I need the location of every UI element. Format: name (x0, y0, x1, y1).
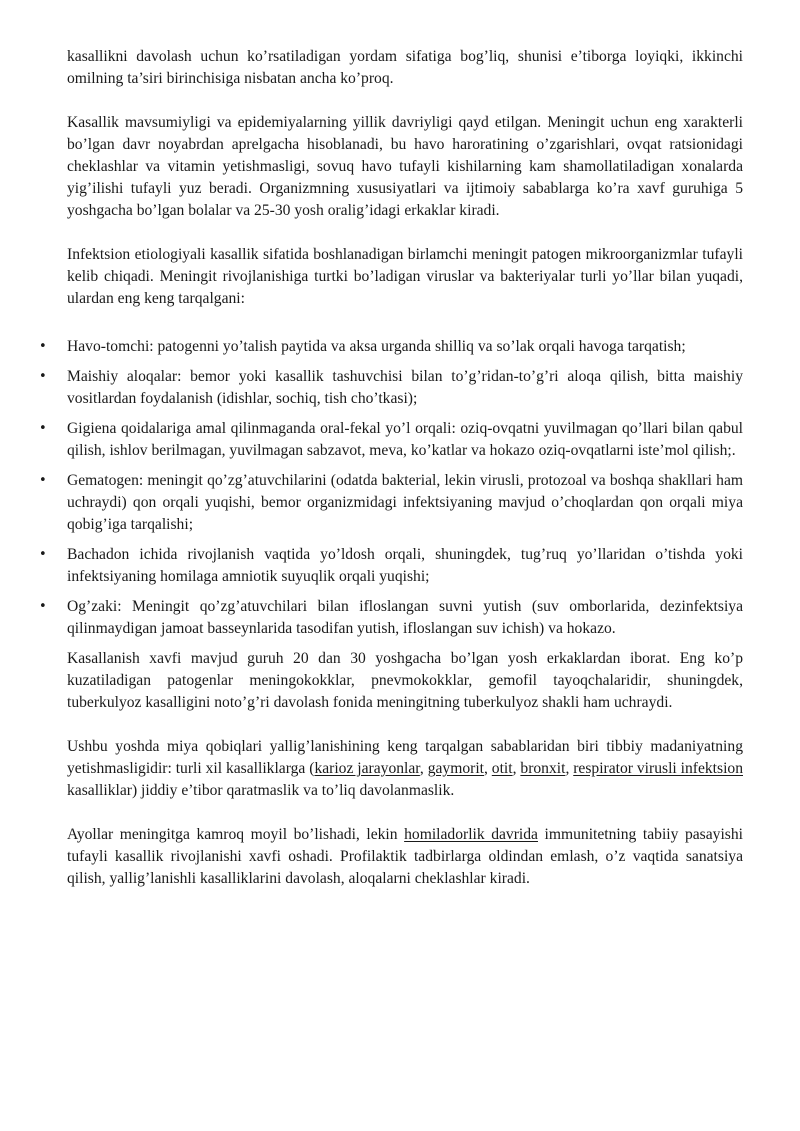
list-item-oral-fecal: • Gigiena qoidalariga amal qilinmaganda oral-fekal yo’l orqali: oziq-ovqatni yuvilmagan qo’llari bilan qabul qilish, ishlov berilmagan, yuvilmagan sabzavot, meva, ko’katlar va hokazo oziq-ovqatlarni iste’mol qilish;. (67, 418, 743, 462)
paragraph-women-prevention (67, 824, 743, 890)
link-karioz-jarayonlar[interactable]: karioz jarayonlar (314, 760, 420, 777)
link-gaymorit[interactable]: gaymorit (427, 760, 484, 777)
paragraph-text-end: immunitetning tabiiy pasayishi tufayli kasallik rivojlanishi xavfi oshadi. Profilaktik tadbirlarga oldindan emlash, o’z vaqtida sanatsiya qilish, yallig’lanishli kasalliklarini davolash, aloqalarni cheklashlar kiradi. (67, 826, 743, 887)
paragraph-medical-culture (67, 736, 743, 802)
list-item-hematogenous: • Gematogen: meningit qo’zg’atuvchilarini (odatda bakterial, lekin virusli, protozoal va boshqa shakllari ham uchraydi) qon orqali yuqishi, bemor organizmidagi infektsiyaning mavjud o’choqlardan qon orqali miya qobig’iga tarqalishi; (67, 470, 743, 536)
list-item-household-contact: • Maishiy aloqalar: bemor yoki kasallik tashuvchisi bilan to’g’ridan-to’g’ri aloqa qilish, bitta maishiy vositlardan foydalanish (idishlar, sochiq, tish cho’tkasi); (67, 366, 743, 410)
separator: , (512, 760, 521, 777)
list-item-oral-water: • Og’zaki: Meningit qo’zg’atuvchilari bilan ifloslangan suvni yutish (suv omborlarida, dezinfektsiya qilinmaydigan jamoat basseynlarida tasodifan yutish, ifloslangan suv ichish) va hokazo. (67, 596, 743, 640)
paragraph-text-end: kasalliklar) jiddiy e’tibor qaratmaslik va to’liq davolanmaslik. (67, 782, 455, 799)
paragraph-treatment-quality: kasallikni davolash uchun ko’rsatiladigan yordam sifatiga bog’liq, shunisi e’tiborga loyiqki, ikkinchi omilning ta’siri birinchisiga nisbatan ancha ko’proq. (67, 48, 743, 87)
paragraph-seasonality: Kasallik mavsumiyligi va epidemiyalarning yillik davriyligi qayd etilgan. Meningit uchun eng xarakterli bo’lgan davr noyabrdan aprelgacha hisoblanadi, bu havo haroratining o’zgarishlari, ovqat ratsionidagi cheklashlar va vitamin yetishmasligi, sovuq havo tufayli kishilarning kam shamollatiladigan xonalarda yig’ilishi tufayli yuz beradi. Organizmning xususiyatlari va ijtimoiy sabablarga ko’ra xavf guruhiga 5 yoshgacha bo’lgan bolalar va 25-30 yosh oralig’idagi erkaklar kiradi. (67, 114, 743, 219)
separator: , (419, 760, 428, 777)
list-item-intrauterine: • Bachadon ichida rivojlanish vaqtida yo’ldosh orqali, shuningdek, tug’ruq yo’llaridan o’tishda yoki infektsiyaning homilaga amniotik suyuqlik orqali yuqishi; (67, 544, 743, 588)
link-otit[interactable]: otit (491, 760, 513, 777)
transmission-routes-list (67, 336, 743, 640)
link-homiladorlik-davrida[interactable]: homiladorlik davrida (404, 826, 538, 843)
list-item-airborne: • Havo-tomchi: patogenni yo’talish paytida va aksa urganda shilliq va so’lak orqali havoga tarqatish; (67, 336, 743, 358)
paragraph-risk-group: Kasallanish xavfi mavjud guruh 20 dan 30 yoshgacha bo’lgan yosh erkaklardan iborat. Eng ko’p kuzatiladigan patogenlar meningokokklar, pnevmokokklar, gemofil tayoqchalaridir, shuningdek, tuberkulyoz kasalligini noto’g’ri davolash fonida meningitning tuberkulyoz shakli ham uchraydi. (67, 650, 743, 711)
paragraph-text-start: Ushbu yoshda miya qobiqlari yallig’lanishining keng tarqalgan sabablaridan biri tibbiy madaniyatning yetishmasligidir: turli xil kasalliklarga ( (67, 738, 743, 777)
separator: , (565, 760, 574, 777)
document-page (67, 46, 743, 890)
paragraph-text-start: Ayollar meningitga kamroq moyil bo’lishadi, lekin (67, 826, 405, 843)
separator: , (484, 760, 492, 777)
link-respirator-virusli-infektsion[interactable]: respirator virusli infektsion (573, 760, 743, 777)
link-bronxit[interactable]: bronxit (520, 760, 566, 777)
paragraph-etiology: Infektsion etiologiyali kasallik sifatida boshlanadigan birlamchi meningit patogen mikroorganizmlar tufayli kelib chiqadi. Meningit rivojlanishiga turtki bo’ladigan viruslar va bakteriyalar turli yo’llar bilan yuqadi, ulardan eng keng tarqalgani: (67, 246, 743, 307)
